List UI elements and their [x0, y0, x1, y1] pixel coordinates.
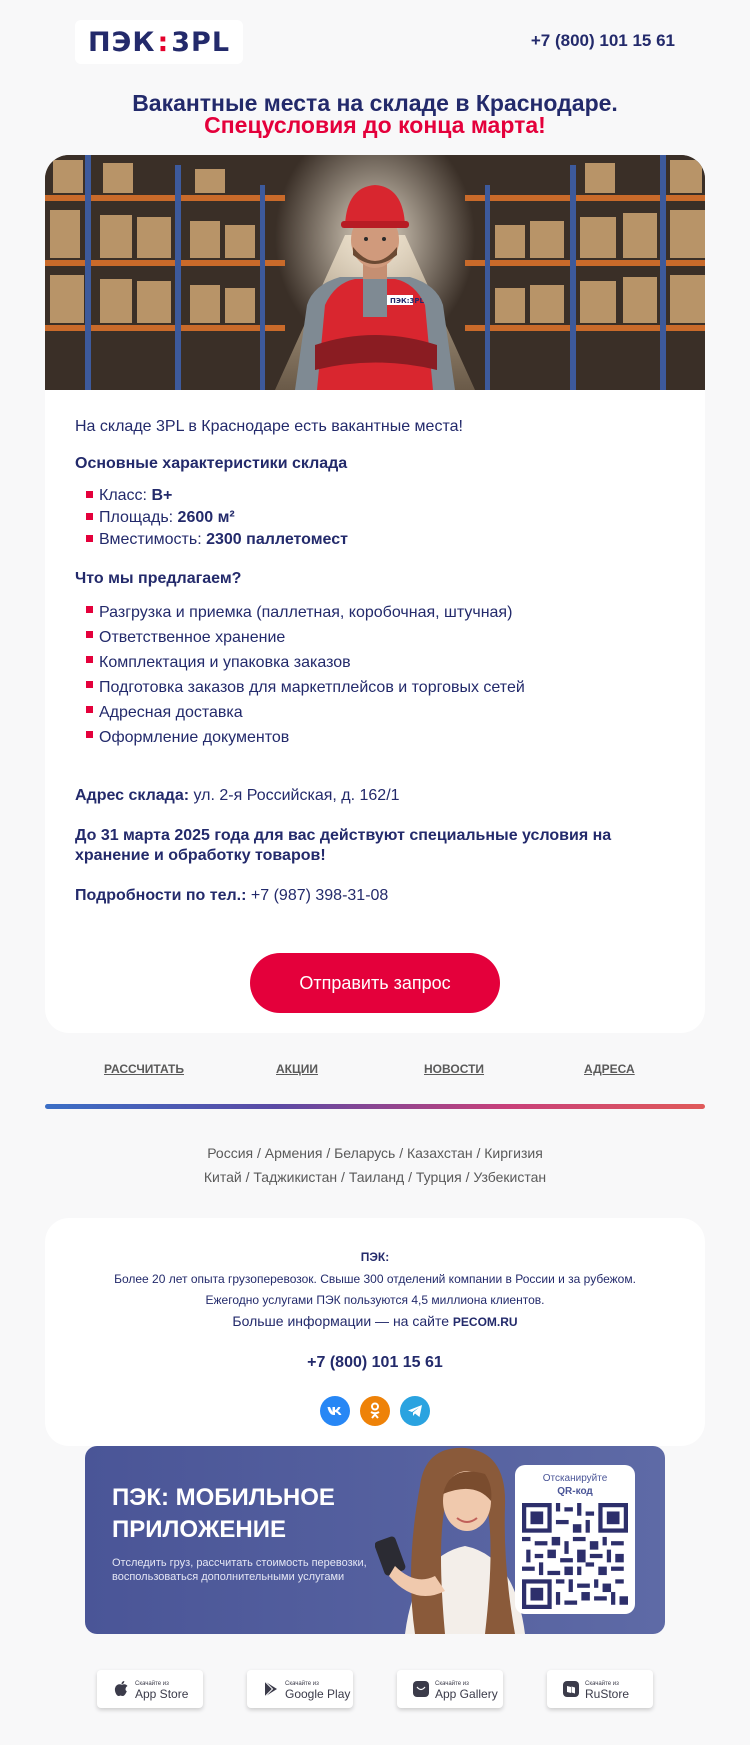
list-item: Адресная доставка — [75, 700, 675, 725]
card-body — [75, 418, 675, 906]
countries-line1: Россия / Армения / Беларусь / Казахстан / Киргизия — [207, 1145, 543, 1161]
qr-code-card[interactable] — [515, 1465, 635, 1614]
info-phone[interactable]: +7 (800) 101 15 61 — [307, 1354, 443, 1371]
details-phone — [75, 886, 675, 906]
list-item: Оформление документов — [75, 725, 675, 750]
list-item: Разгрузка и приемка (паллетная, коробочная, штучная) — [75, 600, 675, 625]
app-title-line2: ПРИЛОЖЕНИЕ — [112, 1516, 286, 1543]
main-card — [45, 155, 705, 1033]
google-play-badge[interactable] — [247, 1670, 353, 1708]
list-item — [75, 507, 675, 529]
store-small-text: Скачайте из — [585, 1681, 619, 1687]
special-conditions — [75, 826, 675, 866]
gradient-divider — [45, 1104, 705, 1109]
telegram-icon[interactable] — [400, 1396, 430, 1426]
company-info-line1: Более 20 лет опыта грузоперевозок. Свыше 300 отделений компании в России и за рубежом. — [114, 1272, 636, 1286]
store-small-text: Скачайте из — [435, 1681, 469, 1687]
nav-link-news[interactable]: НОВОСТИ — [424, 1062, 485, 1076]
offer-title: Что мы предлагаем? — [75, 570, 242, 587]
header — [0, 0, 750, 80]
pek-3pl-logo[interactable] — [75, 20, 243, 64]
warehouse-address — [75, 786, 675, 806]
apple-icon — [113, 1681, 129, 1697]
app-description: Отследить груз, рассчитать стоимость перевозки, воспользоваться дополнительными услугами — [112, 1557, 367, 1583]
characteristics-title: Основные характеристики склада — [75, 455, 348, 472]
special-text: До 31 марта 2025 года для вас действуют специальные условия на хранение и обработку товаров! — [75, 827, 612, 864]
store-name: Google Play — [285, 1687, 351, 1701]
store-small-text: Скачайте из — [135, 1681, 169, 1687]
char-label-area: Площадь: — [99, 509, 178, 526]
hero-illustration — [45, 155, 705, 390]
nav-link-addresses[interactable]: АДРЕСА — [584, 1062, 635, 1076]
company-name: ПЭК: — [360, 1250, 390, 1264]
headline-line1: Вакантные места на складе в Краснодаре. — [132, 90, 618, 116]
store-small-text: Скачайте из — [285, 1681, 319, 1687]
rustore-icon — [563, 1681, 579, 1697]
characteristics-list — [75, 485, 675, 551]
char-value-capacity: 2300 паллетомест — [206, 531, 348, 548]
odnoklassniki-icon[interactable] — [360, 1396, 390, 1426]
phone-value[interactable]: +7 (987) 398-31-08 — [246, 887, 389, 904]
store-name: RuStore — [585, 1687, 630, 1701]
logo-text-pek: ПЭК — [87, 26, 156, 58]
company-info-line2: Ежегодно услугами ПЭК пользуются 4,5 миллиона клиентов. — [205, 1293, 545, 1307]
more-info-text: Больше информации — на сайте — [232, 1313, 453, 1329]
hero-image-warehouse-worker — [45, 155, 705, 390]
list-item: Ответственное хранение — [75, 625, 675, 650]
app-title — [112, 1482, 335, 1546]
countries-line2: Китай / Таджикистан / Таиланд / Турция / Узбекистан — [203, 1169, 547, 1185]
logo-text-3pl: 3PL — [171, 26, 231, 58]
rustore-badge[interactable] — [547, 1670, 653, 1708]
qr-caption-line1: Отсканируйте — [542, 1473, 608, 1484]
footer-nav — [0, 1062, 750, 1086]
list-item: Подготовка заказов для маркетплейсов и торговых сетей — [75, 675, 675, 700]
google-play-icon — [263, 1681, 279, 1697]
site-link[interactable]: PECOM.RU — [452, 1315, 518, 1329]
store-name: App Store — [135, 1687, 189, 1701]
list-item — [75, 485, 675, 507]
char-label-class: Класс: — [99, 487, 152, 504]
phone-label: Подробности по тел.: — [75, 887, 247, 904]
address-label: Адрес склада: — [75, 787, 190, 804]
woman-with-phone-image — [375, 1446, 525, 1634]
nav-link-calculate[interactable]: РАССЧИТАТЬ — [104, 1062, 185, 1076]
mobile-app-banner[interactable] — [85, 1446, 665, 1634]
send-request-button[interactable]: Отправить запрос — [250, 953, 500, 1013]
social-links — [320, 1396, 430, 1426]
nav-link-promotions[interactable]: АКЦИИ — [276, 1062, 319, 1076]
app-store-badge[interactable] — [97, 1670, 203, 1708]
char-value-area: 2600 м² — [177, 509, 235, 526]
countries-list — [0, 1141, 750, 1189]
store-name: App Gallery — [435, 1687, 498, 1701]
address-value: ул. 2-я Российская, д. 162/1 — [189, 787, 400, 804]
qr-caption-line2: QR-код — [557, 1486, 593, 1497]
list-item: Комплектация и упаковка заказов — [75, 650, 675, 675]
offer-list — [75, 600, 675, 750]
app-title-line1: ПЭК: МОБИЛЬНОЕ — [112, 1484, 335, 1511]
char-value-class: B+ — [151, 487, 173, 504]
intro-text: На складе 3PL в Краснодаре есть вакантные места! — [75, 418, 463, 435]
qr-code-icon — [522, 1503, 628, 1609]
svg-text:ПЭК:3PL: ПЭК:3PL — [390, 297, 424, 305]
headline — [0, 92, 750, 136]
char-label-capacity: Вместимость: — [99, 531, 207, 548]
list-item — [75, 529, 675, 551]
headline-line2: Спецусловия до конца марта! — [204, 112, 546, 138]
more-info-line — [45, 1313, 705, 1329]
logo-colon: : — [157, 26, 170, 58]
store-badges — [0, 1670, 750, 1708]
company-info-card — [45, 1218, 705, 1446]
huawei-icon — [413, 1681, 429, 1697]
vk-icon[interactable] — [320, 1396, 350, 1426]
header-phone-link[interactable]: +7 (800) 101 15 61 — [530, 31, 675, 50]
app-gallery-badge[interactable] — [397, 1670, 503, 1708]
